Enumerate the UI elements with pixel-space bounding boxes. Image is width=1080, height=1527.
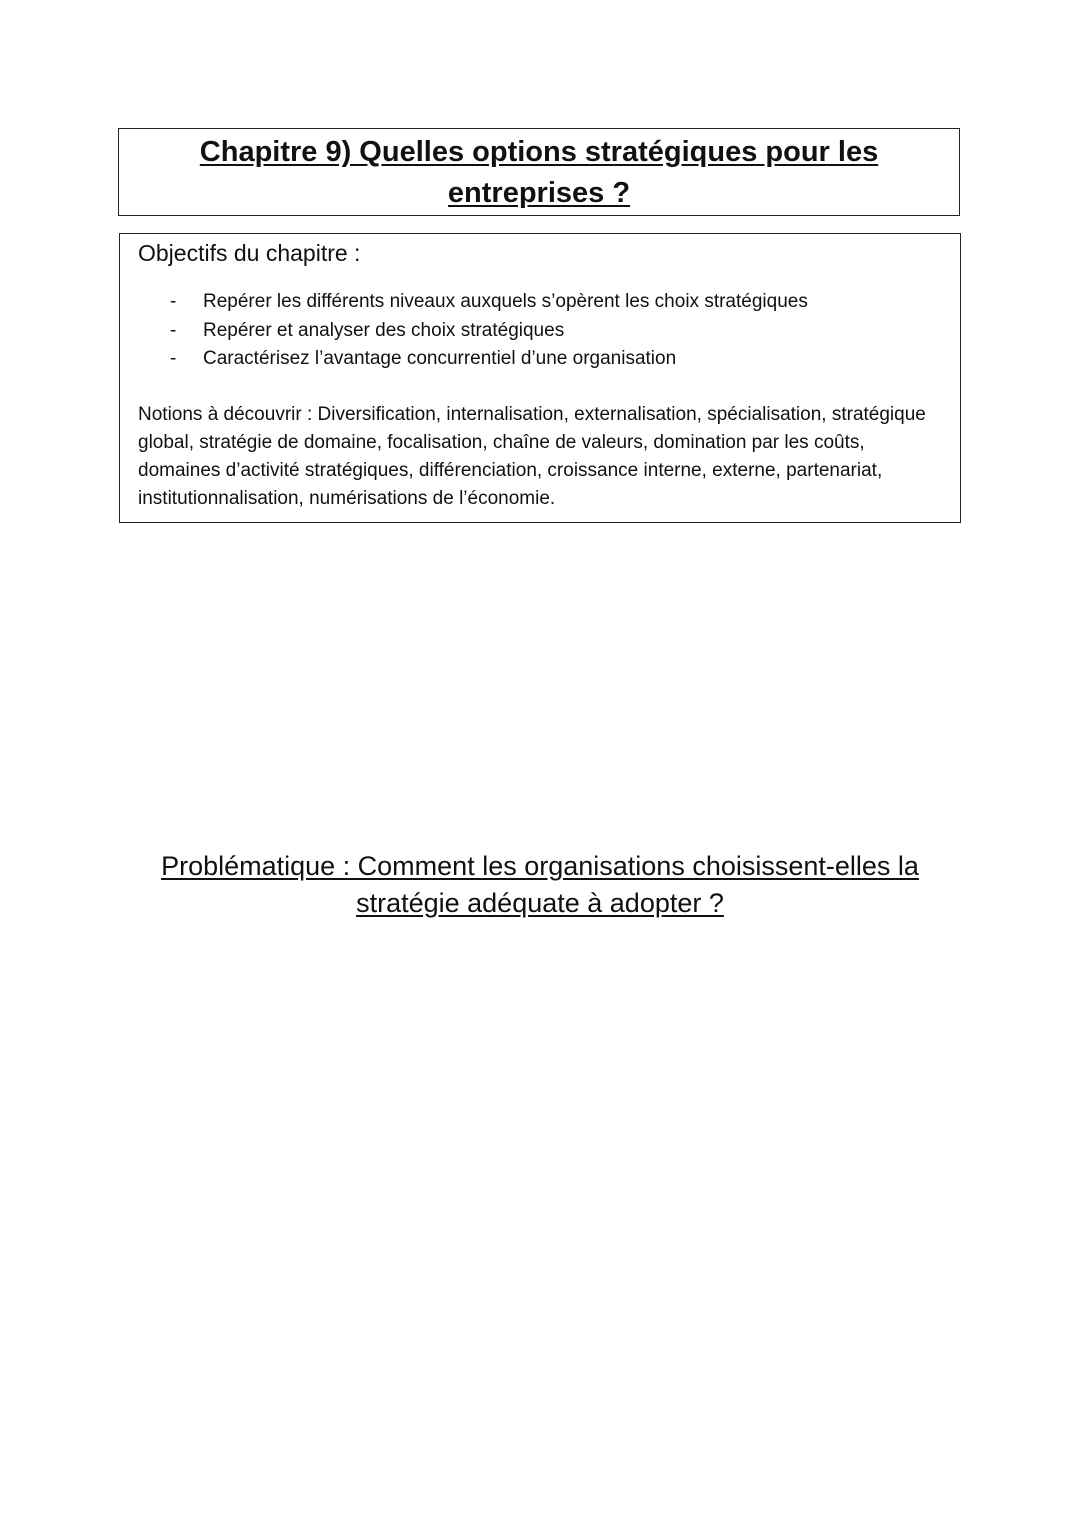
- bullet-dash: -: [170, 291, 177, 312]
- objective-text: Repérer et analyser des choix stratégiques: [203, 319, 565, 341]
- problematique-line-2: stratégie adéquate à adopter ?: [356, 888, 724, 918]
- bullet-dash: -: [170, 319, 177, 341]
- problematique: [120, 848, 960, 922]
- objective-text: Caractérisez l’avantage concurrentiel d’une organisation: [203, 348, 677, 369]
- bullet-dash: -: [170, 348, 177, 369]
- objective-item: [138, 288, 944, 317]
- notions-paragraph: Notions à découvrir : Diversification, internalisation, externalisation, spécialisation, stratégique global, stratégie de domaine, focalisation, chaîne de valeurs, domination par les coûts, domaines d’activité stratégiques, différenciation, croissance interne, externe, partenariat, institutionnalisation, numérisations de l’économie.: [138, 403, 926, 510]
- chapter-title: [200, 130, 878, 214]
- chapter-title-line-1: Chapitre 9) Quelles options stratégiques pour les: [199, 136, 879, 168]
- objective-text: Repérer les différents niveaux auxquels s’opèrent les choix stratégiques: [203, 291, 808, 312]
- problematique-line-1: Problématique : Comment les organisations choisissent-elles la: [161, 851, 919, 881]
- objectives-box: [119, 233, 961, 523]
- objectives-heading: Objectifs du chapitre :: [138, 240, 361, 266]
- chapter-title-box: [118, 128, 960, 216]
- objective-item: [138, 345, 944, 374]
- objectives-list: [138, 288, 944, 374]
- objective-item: [138, 317, 944, 346]
- chapter-title-line-2: entreprises ?: [447, 177, 631, 209]
